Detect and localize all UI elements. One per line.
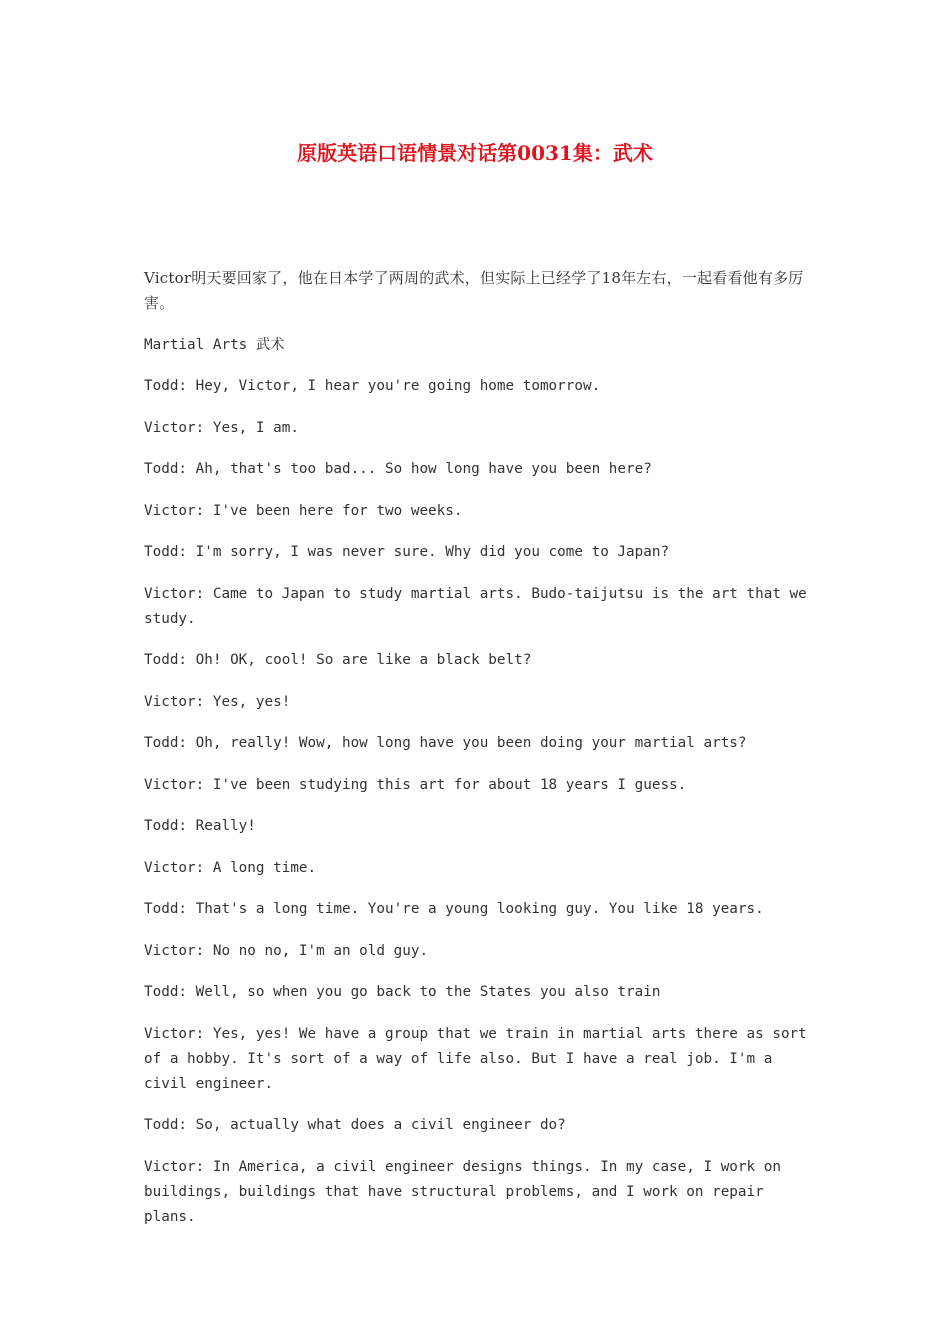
dialogue-line: Todd: Well, so when you go back to the States you also train <box>144 984 661 1000</box>
dialogue-line: Victor: In America, a civil engineer designs things. In my case, I work on buildings, buildings that have structural problems, and I work on repair plans. <box>144 1158 781 1225</box>
intro-paragraph: Victor明天要回家了，他在日本学了两周的武术，但实际上已经学了18年左右，一起看看他有多厉害。 <box>144 269 804 312</box>
dialogue-line: Victor: I've been studying this art for about 18 years I guess. <box>144 776 687 793</box>
dialogue-line: Victor: Yes, I am. <box>144 419 299 436</box>
dialogue-line: Todd: Really! <box>144 818 256 834</box>
dialogue-line: Todd: Hey, Victor, I hear you're going home tomorrow. <box>144 378 601 394</box>
dialogue-line: Victor: Came to Japan to study martial arts. Budo-taijutsu is the art that we study. <box>144 585 807 627</box>
dialogue-line: Todd: Ah, that's too bad... So how long have you been here? <box>144 461 652 477</box>
dialogue-line: Todd: So, actually what does a civil engineer do? <box>144 1117 566 1133</box>
dialogue-line: Todd: Oh! OK, cool! So are like a black belt? <box>144 652 532 668</box>
dialogue-line: Todd: That's a long time. You're a young looking guy. You like 18 years. <box>144 901 764 917</box>
dialogue-line: Todd: I'm sorry, I was never sure. Why did you come to Japan? <box>144 544 670 560</box>
dialogue-line: Victor: No no no, I'm an old guy. <box>144 942 429 959</box>
document-title: 原版英语口语情景对话第0031集：武术 <box>297 141 653 165</box>
dialogue-subtitle: Martial Arts 武术 <box>144 336 285 353</box>
dialogue-line: Victor: I've been here for two weeks. <box>144 502 463 519</box>
dialogue-line: Victor: Yes, yes! We have a group that we train in martial arts there as sort of a hobby. It's sort of a way of life also. But I have a real job. I'm a civil engineer. <box>144 1025 807 1092</box>
dialogue-line: Victor: Yes, yes! <box>144 693 291 710</box>
document-body <box>144 266 808 1246</box>
dialogue-line: Todd: Oh, really! Wow, how long have you been doing your martial arts? <box>144 735 747 751</box>
dialogue-line: Victor: A long time. <box>144 859 317 876</box>
